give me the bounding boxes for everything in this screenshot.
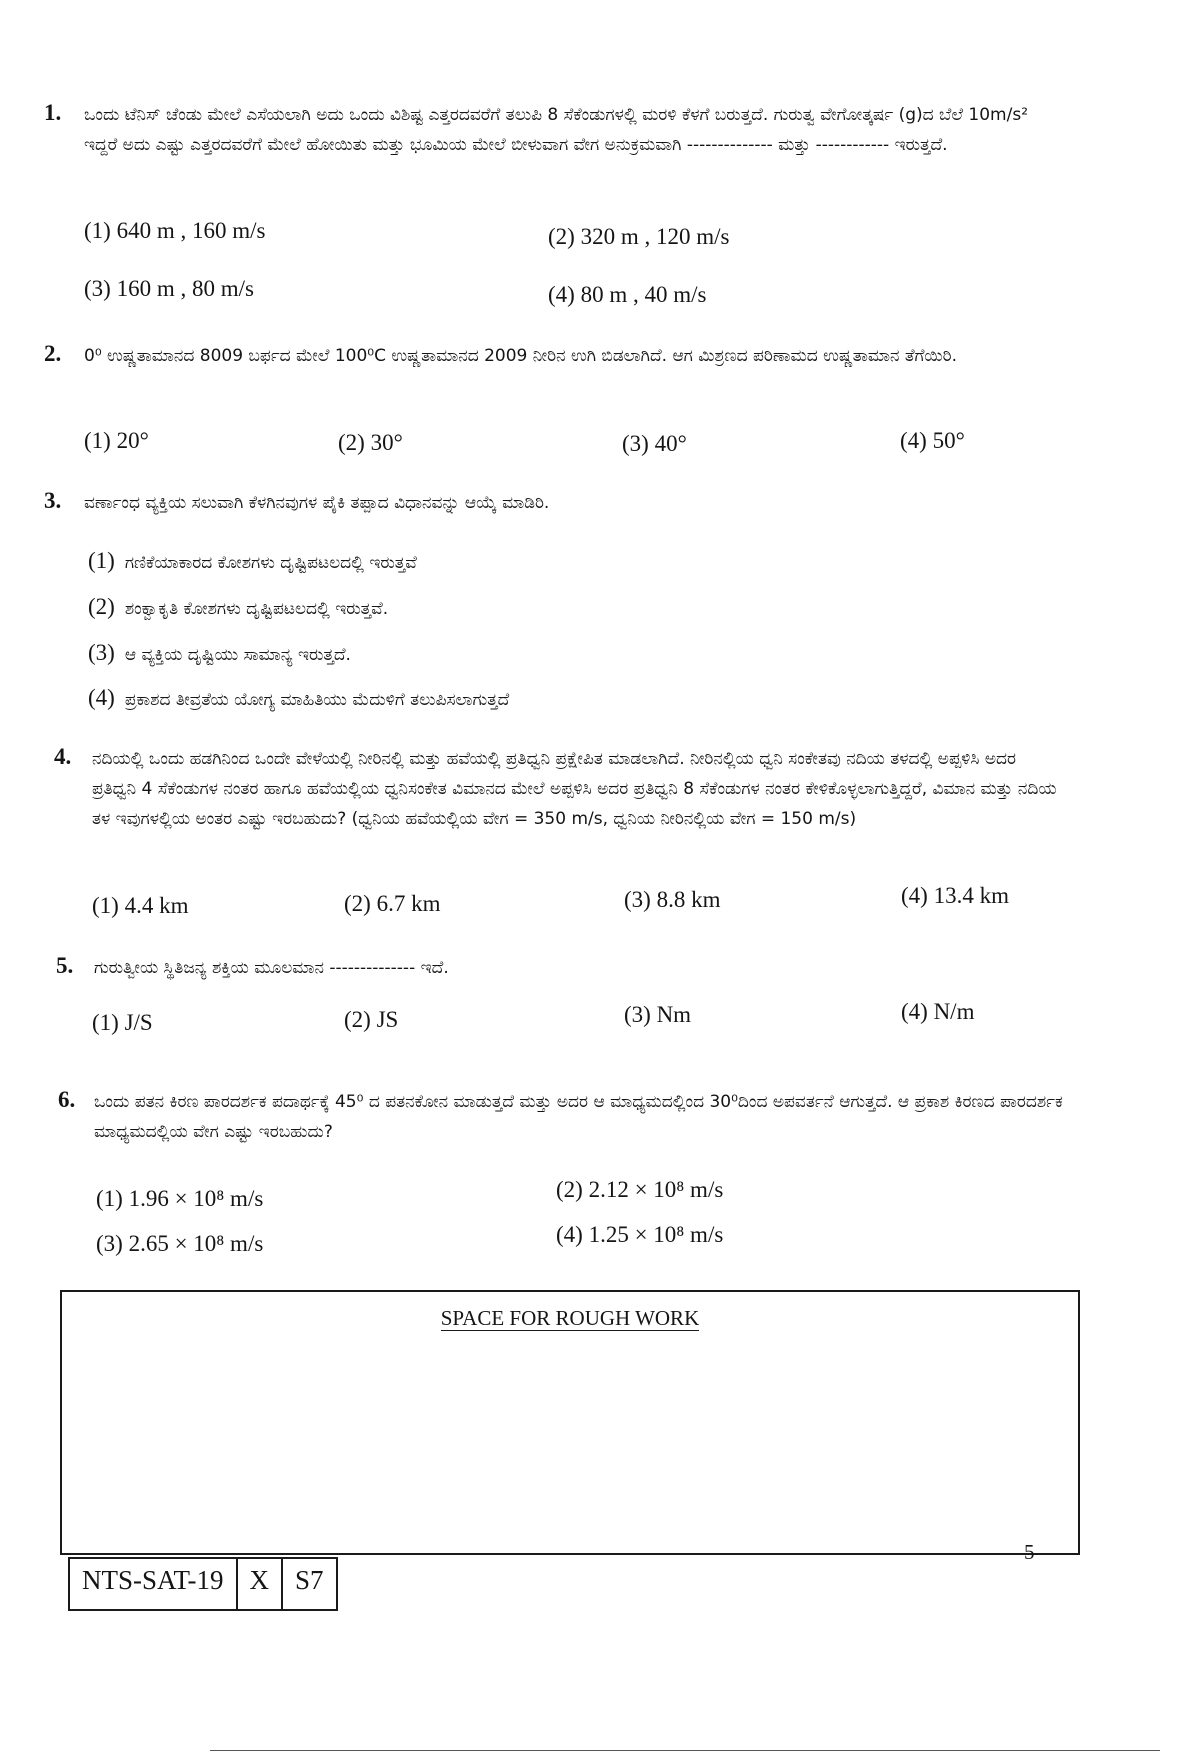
option-2: (2) 6.7 km xyxy=(344,891,441,916)
option-3 xyxy=(88,640,351,666)
paper-code-box xyxy=(68,1557,338,1611)
option-4: (4) 80 m , 40 m/s xyxy=(548,282,707,307)
question-number: 1. xyxy=(44,100,62,125)
question-text: ಒಂದು ಪತನ ಕಿರಣ ಪಾರದರ್ಶಕ ಪದಾರ್ಥಕ್ಕೆ 45⁰ ದ ಪತನಕೋನ ಮಾಡುತ್ತದೆ ಮತ್ತು ಅದರ ಆ ಮಾಧ್ಯಮದಲ್ಲಿಂದ 30⁰ದಿಂದ ಅಪವರ್ತನೆ ಆಗುತ್ತದೆ. ಆ ಪ್ರಕಾಶ ಕಿರಣದ ಪಾರದರ್ಶಕ ಮಾಧ್ಯಮದಲ್ಲಿಯ ವೇಗ ಎಷ್ಟು ಇರಬಹುದು? xyxy=(94,1092,1063,1142)
question-number: 2. xyxy=(44,341,62,366)
option-4: (4) N/m xyxy=(901,999,975,1024)
option-2 xyxy=(88,594,388,620)
option-text: ಪ್ರಕಾಶದ ತೀವ್ರತೆಯ ಯೋಗ್ಯ ಮಾಹಿತಿಯು ಮೆದುಳಿಗೆ ತಲುಪಿಸಲಾಗುತ್ತದೆ xyxy=(124,690,510,710)
option-number: (3) xyxy=(88,640,115,665)
question-text: 0⁰ ಉಷ್ಣತಾಮಾನದ 8009 ಬರ್ಫದ ಮೇಲೆ 100⁰C ಉಷ್ಣತಾಮಾನದ 2009 ನೀರಿನ ಉಗಿ ಬಿಡಲಾಗಿದೆ. ಆಗ ಮಿಶ್ರಣದ ಪರಿಣಾಮದ ಉಷ್ಣತಾಮಾನ ತೆಗೆಯಿರಿ. xyxy=(84,346,958,366)
question-number: 3. xyxy=(44,488,62,513)
question-number: 6. xyxy=(58,1087,76,1112)
question-text: ನದಿಯಲ್ಲಿ ಒಂದು ಹಡಗಿನಿಂದ ಒಂದೇ ವೇಳೆಯಲ್ಲಿ ನೀರಿನಲ್ಲಿ ಮತ್ತು ಹವೆಯಲ್ಲಿ ಪ್ರತಿಧ್ವನಿ ಪ್ರಕ್ಷೇಪಿತ ಮಾಡಲಾಗಿದೆ. ನೀರಿನಲ್ಲಿಯ ಧ್ವನಿ ಸಂಕೇತವು ನದಿಯ ತಳದಲ್ಲಿ ಅಪ್ಪಳಿಸಿ ಅದರ ಪ್ರತಿಧ್ವನಿ 4 ಸೆಕೆಂಡುಗಳ ನಂತರ ಹಾಗೂ ಹವೆಯಲ್ಲಿಯ ಧ್ವನಿಸಂಕೇತ ವಿಮಾನದ ಮೇಲೆ ಅಪ್ಪಳಿಸಿ ಅದರ ಪ್ರತಿಧ್ವನಿ 8 ಸೆಕೆಂಡುಗಳ ನಂತರ ಕೇಳಿಕೊಳ್ಳಲಾಗುತ್ತಿದ್ದರೆ, ವಿಮಾನ ಮತ್ತು ನದಿಯ ತಳ ಇವುಗಳಲ್ಲಿಯ ಅಂತರ ಎಷ್ಟು ಇರಬಹುದು? (ಧ್ವನಿಯ ಹವೆಯಲ್ಲಿಯ ವೇಗ = 350 m/s, ಧ್ವನಿಯ ನೀರಿನಲ್ಲಿಯ ವೇಗ = 150 m/s) xyxy=(92,749,1057,829)
paper-code: NTS-SAT-19 xyxy=(70,1559,238,1609)
option-2: (2) 30° xyxy=(338,430,403,455)
option-2: (2) 2.12 × 10⁸ m/s xyxy=(556,1177,724,1202)
question-2 xyxy=(44,341,1064,371)
question-number: 4. xyxy=(54,744,72,769)
question-4 xyxy=(44,744,1064,834)
option-1 xyxy=(88,548,417,574)
question-number: 5. xyxy=(56,953,74,978)
option-number: (1) xyxy=(88,548,115,573)
option-3: (3) 2.65 × 10⁸ m/s xyxy=(96,1231,264,1256)
option-text: ಆ ವ್ಯಕ್ತಿಯ ದೃಷ್ಟಿಯು ಸಾಮಾನ್ಯ ಇರುತ್ತದೆ. xyxy=(124,645,351,665)
paper-class: X xyxy=(238,1559,284,1609)
page-number: 5 xyxy=(1024,1540,1035,1564)
bottom-divider xyxy=(210,1750,1160,1751)
option-number: (2) xyxy=(88,594,115,619)
rough-work-title-text: SPACE FOR ROUGH WORK xyxy=(440,1306,700,1330)
option-3: (3) 160 m , 80 m/s xyxy=(84,276,254,301)
question-6 xyxy=(44,1087,1064,1147)
option-1: (1) 4.4 km xyxy=(92,893,189,918)
question-text: ಒಂದು ಟೆನಿಸ್ ಚೆಂಡು ಮೇಲೆ ಎಸೆಯಲಾಗಿ ಅದು ಒಂದು ವಿಶಿಷ್ಟ ಎತ್ತರದವರೆಗೆ ತಲುಪಿ 8 ಸೆಕೆಂಡುಗಳಲ್ಲಿ ಮರಳಿ ಕೆಳಗೆ ಬರುತ್ತದೆ. ಗುರುತ್ವ ವೇಗೋತ್ಕರ್ಷ (g)ದ ಬೆಲೆ 10m/s² ಇದ್ದರೆ ಅದು ಎಷ್ಟು ಎತ್ತರದವರೆಗೆ ಮೇಲೆ ಹೋಯಿತು ಮತ್ತು ಭೂಮಿಯ ಮೇಲೆ ಬೀಳುವಾಗ ವೇಗ ಅನುಕ್ರಮವಾಗಿ -------------- ಮತ್ತು ------------ ಇರುತ್ತದೆ. xyxy=(84,105,1029,155)
option-4: (4) 13.4 km xyxy=(901,883,1009,908)
question-text: ಗುರುತ್ವೀಯ ಸ್ಥಿತಿಜನ್ಯ ಶಕ್ತಿಯ ಮೂಲಮಾನ -------------- ಇದೆ. xyxy=(94,958,449,978)
option-text: ಶಂಕ್ವಾಕೃತಿ ಕೋಶಗಳು ದೃಷ್ಟಿಪಟಲದಲ್ಲಿ ಇರುತ್ತವೆ. xyxy=(124,599,389,619)
option-1: (1) J/S xyxy=(92,1010,153,1035)
question-5 xyxy=(44,953,1064,983)
option-4: (4) 50° xyxy=(900,428,965,453)
rough-work-title xyxy=(62,1306,1078,1331)
option-4: (4) 1.25 × 10⁸ m/s xyxy=(556,1222,724,1247)
option-text: ಗಣಿಕೆಯಾಕಾರದ ಕೋಶಗಳು ದೃಷ್ಟಿಪಟಲದಲ್ಲಿ ಇರುತ್ತವೆ xyxy=(124,553,417,573)
option-1: (1) 640 m , 160 m/s xyxy=(84,218,266,243)
option-3: (3) Nm xyxy=(624,1002,692,1027)
rough-work-box xyxy=(60,1290,1080,1555)
paper-set: S7 xyxy=(295,1565,324,1595)
option-number: (4) xyxy=(88,685,115,710)
option-3: (3) 8.8 km xyxy=(624,887,721,912)
question-1 xyxy=(44,100,1064,160)
question-3 xyxy=(44,488,1064,518)
option-2: (2) JS xyxy=(344,1007,399,1032)
option-3: (3) 40° xyxy=(622,431,687,456)
question-text: ವರ್ಣಾಂಧ ವ್ಯಕ್ತಿಯ ಸಲುವಾಗಿ ಕೆಳಗಿನವುಗಳ ಪೈಕಿ ತಪ್ಪಾದ ವಿಧಾನವನ್ನು ಆಯ್ಕೆ ಮಾಡಿರಿ. xyxy=(84,493,550,513)
option-4 xyxy=(88,685,509,711)
option-1: (1) 1.96 × 10⁸ m/s xyxy=(96,1186,264,1211)
option-2: (2) 320 m , 120 m/s xyxy=(548,224,730,249)
option-1: (1) 20° xyxy=(84,428,149,453)
